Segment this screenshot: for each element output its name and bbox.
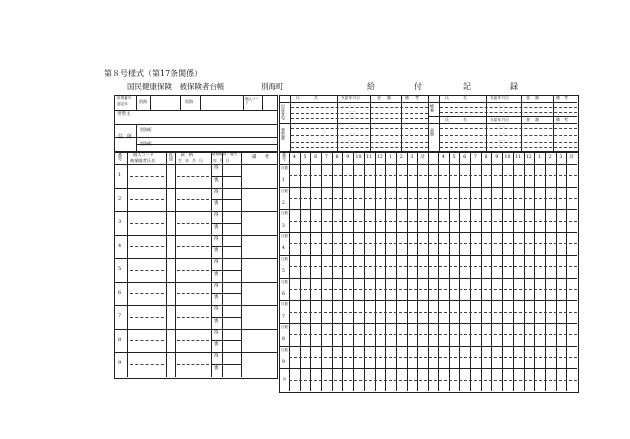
date-dots: ・・ bbox=[348, 103, 356, 108]
grid-row-number: 9 bbox=[282, 359, 285, 365]
grid-row-number: 7 bbox=[282, 314, 285, 320]
row-number: 5 bbox=[118, 266, 122, 272]
benefit-type-2: 葬祭費 bbox=[281, 128, 286, 140]
acquire-mark: 得 bbox=[214, 260, 219, 265]
benefit-amount-l: 金額 bbox=[377, 95, 397, 100]
betsukai-2: 別海 bbox=[185, 99, 193, 104]
date-dots: ・・ bbox=[348, 138, 356, 143]
col-birth-sub: 生年月日 bbox=[178, 158, 206, 163]
benefit-summary bbox=[279, 95, 579, 153]
acquire-mark: 得 bbox=[214, 166, 219, 171]
month-label: 3 bbox=[559, 155, 563, 160]
loss-mark: 喪 bbox=[214, 342, 219, 348]
month-label: 6 bbox=[463, 155, 467, 160]
grid-row-number: 1 bbox=[282, 178, 285, 184]
acquire-mark: 得 bbox=[214, 213, 219, 218]
benefit-amount-r: 金額 bbox=[526, 95, 544, 100]
acquire-mark: 得 bbox=[214, 189, 219, 195]
benefit-type-4: 高額 bbox=[430, 128, 435, 136]
benefit-note-l: 備考 bbox=[405, 95, 425, 100]
month-label: 8 bbox=[335, 155, 339, 160]
date-dots: ・・ bbox=[498, 131, 506, 136]
month-label: 1 bbox=[538, 155, 542, 160]
grid-row-label: 日数 bbox=[281, 302, 288, 307]
loss-mark: 喪 bbox=[214, 271, 219, 277]
address-2: 別海町 bbox=[140, 141, 152, 146]
month-label: 9 bbox=[346, 155, 350, 160]
row-number: 9 bbox=[118, 360, 122, 366]
title-ki: 記 bbox=[463, 82, 471, 91]
title-roku: 録 bbox=[510, 82, 518, 91]
grid-row-number: 5 bbox=[282, 269, 285, 275]
row-number: 8 bbox=[118, 336, 122, 343]
month-label: 12 bbox=[525, 155, 532, 160]
acquire-mark: 得 bbox=[214, 236, 219, 242]
benefit-type-3: 療養 bbox=[430, 104, 435, 112]
col-birth: 続柄 bbox=[181, 152, 197, 157]
month-label: 5 bbox=[452, 155, 456, 160]
grid-row-number: 8 bbox=[282, 337, 285, 343]
acquire-mark: 得 bbox=[214, 283, 219, 289]
month-label: 7 bbox=[473, 155, 477, 160]
month-label: 計 bbox=[420, 155, 425, 160]
month-label: 計 bbox=[569, 155, 574, 160]
form-number: 第８号様式（第17条関係） bbox=[104, 69, 203, 78]
col-number: 番号 bbox=[118, 153, 123, 161]
grid-row-number: 2 bbox=[282, 201, 285, 207]
date-dots: ・・ bbox=[498, 124, 506, 129]
date-dots: ・・ bbox=[498, 138, 506, 143]
address-label: 住所 bbox=[118, 134, 137, 140]
benefit-name-r2: 氏名 bbox=[445, 117, 481, 122]
setai-nushi-label: 世帯主 bbox=[117, 112, 131, 117]
date-dots: ・・ bbox=[498, 108, 506, 113]
col-shikaku: 資格取得・喪失 bbox=[212, 152, 238, 156]
month-label: 6 bbox=[314, 155, 318, 160]
town-name: 別海町 bbox=[261, 82, 284, 91]
loss-mark: 喪 bbox=[214, 295, 219, 301]
benefit-date-r2: 支給年月日 bbox=[490, 117, 509, 122]
col-shimei: 被保険者氏名 bbox=[130, 158, 156, 163]
acquire-mark: 得 bbox=[214, 330, 219, 336]
benefit-amount-r2: 金額 bbox=[526, 117, 544, 122]
col-shikaku-sub: 年月日 bbox=[213, 158, 232, 163]
date-dots: ・・ bbox=[498, 103, 506, 108]
grid-row-label: 日数 bbox=[281, 166, 288, 170]
benefit-type-1: 出産育児 bbox=[281, 104, 286, 120]
row-number: 1 bbox=[118, 172, 122, 178]
month-label: 3 bbox=[410, 155, 414, 160]
date-dots: ・・ bbox=[348, 124, 356, 129]
col-biko: 備考 bbox=[252, 155, 277, 160]
grid-row-number: 6 bbox=[282, 291, 285, 297]
benefit-name-l: 氏名 bbox=[296, 95, 332, 100]
acquire-mark: 得 bbox=[214, 354, 219, 359]
row-number: 7 bbox=[118, 313, 122, 319]
setai-number-sub: 認定年 bbox=[117, 102, 128, 106]
loss-mark: 喪 bbox=[214, 201, 219, 207]
col-kojin: 個人コード bbox=[133, 152, 154, 157]
month-label: 5 bbox=[303, 155, 307, 160]
loss-mark: 喪 bbox=[214, 365, 219, 371]
date-dots: ・・ bbox=[498, 143, 506, 148]
benefit-date-l: 支給年月日 bbox=[341, 95, 360, 100]
date-dots: ・・ bbox=[348, 143, 356, 148]
title-kyu: 給 bbox=[367, 82, 375, 91]
row-number: 3 bbox=[118, 219, 122, 225]
acquire-mark: 得 bbox=[214, 307, 219, 312]
grid-row-label: 日数 bbox=[281, 347, 288, 352]
grid-number-header: 番号 bbox=[282, 153, 287, 161]
row-number: 6 bbox=[118, 289, 122, 296]
month-label: 2 bbox=[548, 155, 552, 160]
month-label: 4 bbox=[292, 155, 296, 160]
loss-mark: 喪 bbox=[214, 248, 219, 254]
month-label: 11 bbox=[366, 155, 373, 160]
grid-row-number: 3 bbox=[282, 223, 285, 229]
month-label: 8 bbox=[484, 155, 488, 160]
setai-number-label: 世帯番号 bbox=[117, 96, 132, 100]
month-label: 4 bbox=[441, 155, 445, 160]
loss-mark: 喪 bbox=[214, 224, 219, 230]
grid-row-label: 計 bbox=[282, 376, 287, 381]
benefit-name-r: 氏名 bbox=[445, 95, 481, 100]
date-dots: ・・ bbox=[348, 114, 356, 119]
address-1: 別海町 bbox=[140, 127, 152, 132]
month-label: 12 bbox=[376, 155, 383, 160]
loss-mark: 喪 bbox=[214, 318, 219, 324]
col-sex: 性別 bbox=[169, 153, 174, 161]
month-label: 9 bbox=[495, 155, 499, 160]
benefit-date-r: 支給年月日 bbox=[490, 95, 509, 100]
month-label: 10 bbox=[355, 155, 362, 160]
month-label: 2 bbox=[399, 155, 403, 160]
date-dots: ・・ bbox=[348, 131, 356, 136]
kojin-code-header: 個人コード bbox=[245, 97, 259, 105]
month-label: 11 bbox=[515, 155, 522, 160]
title-fu: 付 bbox=[414, 82, 422, 91]
date-dots: ・・ bbox=[348, 109, 356, 114]
loss-mark: 喪 bbox=[214, 177, 219, 183]
benefit-note-r: 備考 bbox=[556, 95, 572, 100]
grid-row-label: 日数 bbox=[281, 279, 288, 284]
grid-row-label: 日数 bbox=[281, 324, 288, 329]
row-number: 2 bbox=[118, 195, 122, 202]
month-label: 10 bbox=[504, 155, 511, 160]
month-label: 7 bbox=[324, 155, 328, 160]
grid-row-number: 4 bbox=[282, 246, 285, 252]
benefit-note-r2: 備考 bbox=[556, 117, 572, 122]
insured-table bbox=[114, 151, 278, 379]
grid-row-label: 日数 bbox=[281, 256, 288, 261]
grid-row-label: 日数 bbox=[281, 211, 288, 216]
grid-row-label: 日数 bbox=[281, 234, 288, 239]
grid-row-label: 日数 bbox=[281, 188, 288, 193]
row-number: 4 bbox=[118, 242, 122, 249]
betsukai-1: 別海 bbox=[139, 99, 147, 104]
form-title: 国民健康保険 被保険者台帳 bbox=[127, 82, 225, 91]
month-label: 1 bbox=[389, 155, 393, 160]
